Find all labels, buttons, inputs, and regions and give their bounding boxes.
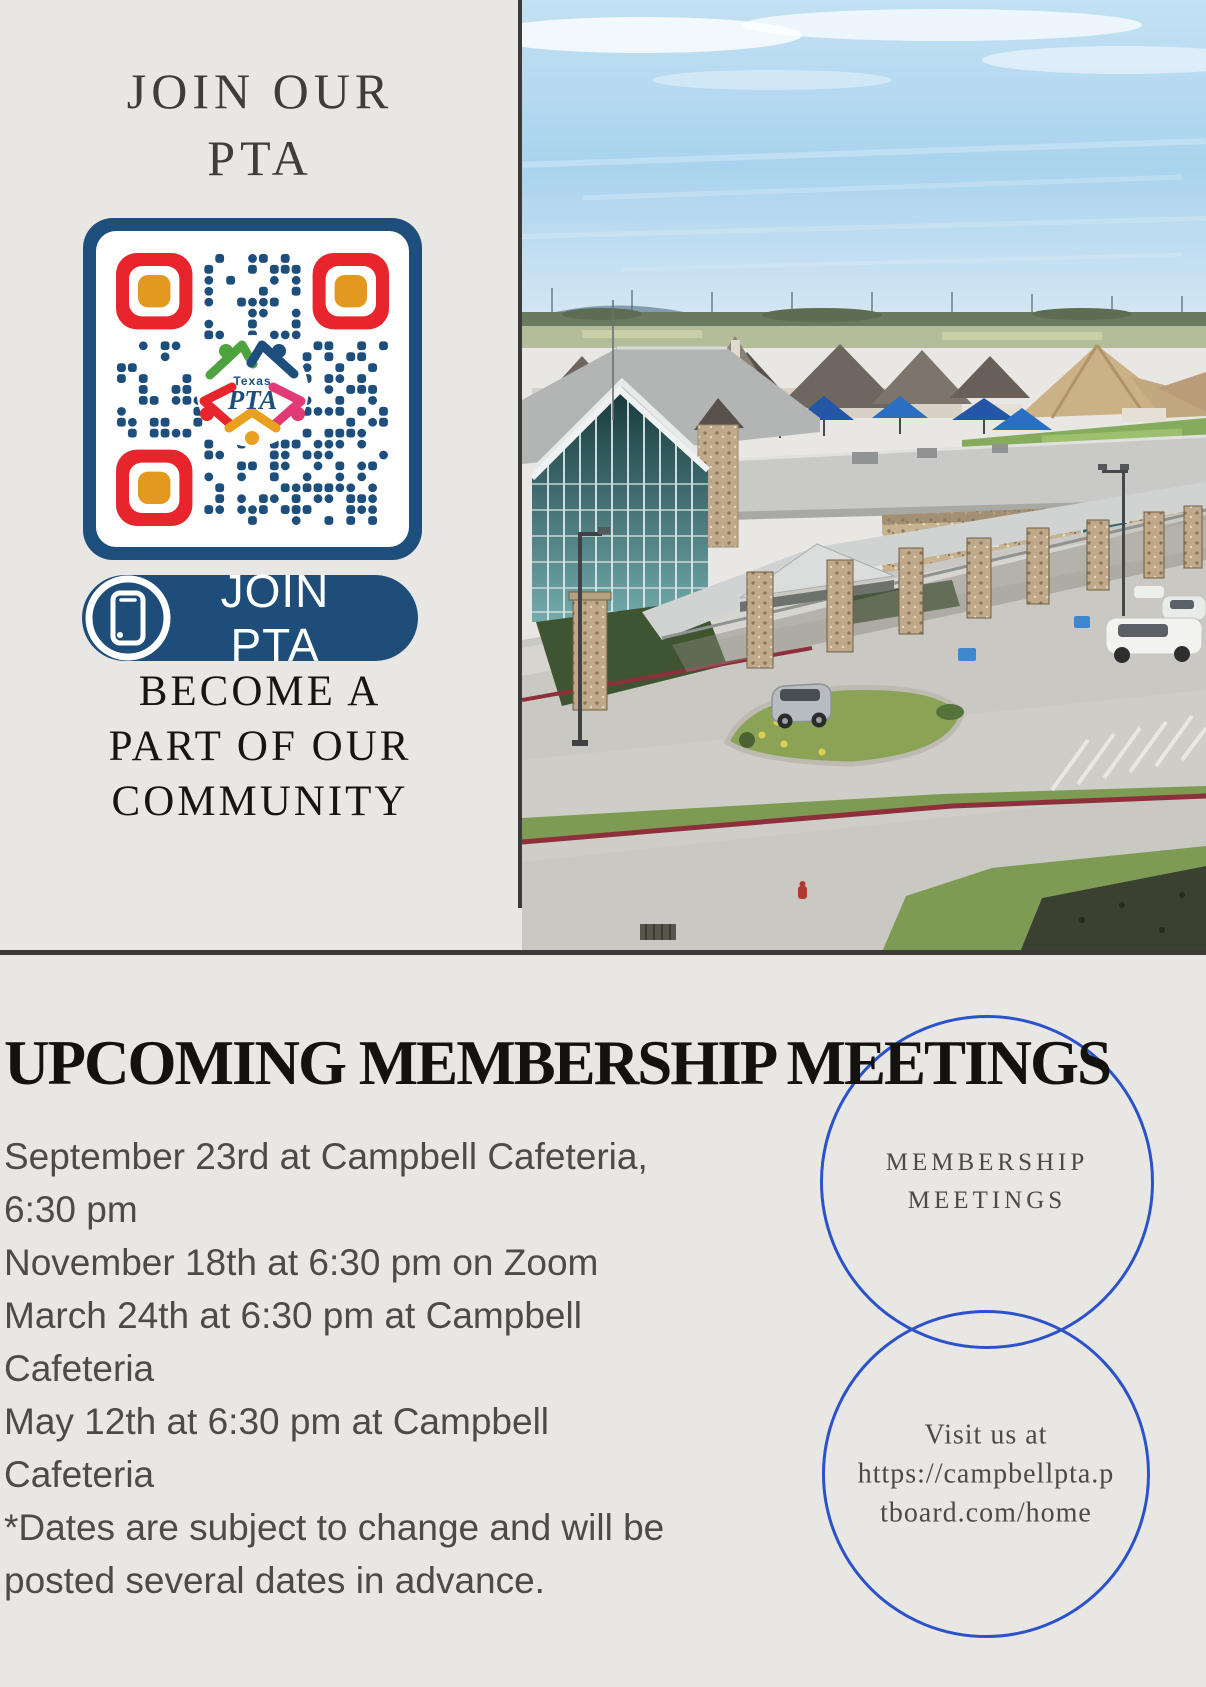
join-title	[0, 58, 520, 192]
meeting-line: March 24th at 6:30 pm at Campbell	[4, 1295, 582, 1336]
meeting-line: posted several dates in advance.	[4, 1560, 545, 1601]
qr-logo-pta-text: PTA	[227, 385, 278, 415]
school-photo-illustration	[522, 0, 1206, 952]
visit-us-line1: Visit us at	[924, 1419, 1048, 1451]
silver-suv	[772, 684, 831, 729]
qr-finder-top-left	[116, 253, 192, 329]
community-tagline	[0, 664, 520, 829]
qr-code-graphic	[83, 218, 422, 560]
vertical-divider	[518, 0, 522, 908]
horizontal-divider	[0, 950, 1206, 955]
membership-label-line2: MEETINGS	[907, 1187, 1067, 1214]
membership-label-line1: MEMBERSHIP	[885, 1149, 1089, 1176]
visit-us-circle	[822, 1310, 1150, 1638]
tagline-line2: PART OF OUR	[108, 723, 412, 770]
meeting-line: *Dates are subject to change and will be	[4, 1507, 665, 1548]
phone-icon	[84, 574, 172, 662]
meeting-line: Cafeteria	[4, 1348, 155, 1389]
qr-finder-bottom-left	[116, 450, 192, 526]
school-aerial-photo	[522, 0, 1206, 952]
meeting-line: Cafeteria	[4, 1454, 155, 1495]
meetings-list	[4, 1130, 664, 1607]
left-panel	[0, 0, 520, 950]
meeting-line: November 18th at 6:30 pm on Zoom	[4, 1242, 599, 1283]
tagline-line1: BECOME A	[138, 668, 382, 715]
meetings-heading: UPCOMING MEMBERSHIP MEETINGS	[4, 1028, 1111, 1098]
website-url-line2[interactable]: tboard.com/home	[880, 1497, 1092, 1529]
join-pta-button-label: JOIN PTA	[220, 565, 330, 671]
tagline-line3: COMMUNITY	[111, 778, 409, 825]
membership-meetings-label	[823, 1144, 1151, 1220]
meeting-line: 6:30 pm	[4, 1189, 138, 1230]
website-url-line1[interactable]: https://campbellpta.p	[857, 1458, 1115, 1490]
join-pta-qr-code	[83, 218, 422, 560]
join-title-line2: PTA	[207, 130, 313, 186]
join-title-line1: JOIN OUR	[126, 63, 394, 119]
texas-pta-logo	[197, 335, 309, 447]
qr-finder-top-right	[313, 253, 389, 329]
visit-us-label	[825, 1416, 1147, 1533]
qr-logo-texas-text: Texas	[233, 374, 272, 388]
meeting-line: September 23rd at Campbell Cafeteria,	[4, 1136, 648, 1177]
join-pta-button[interactable]	[82, 565, 418, 671]
meeting-line: May 12th at 6:30 pm at Campbell	[4, 1401, 550, 1442]
